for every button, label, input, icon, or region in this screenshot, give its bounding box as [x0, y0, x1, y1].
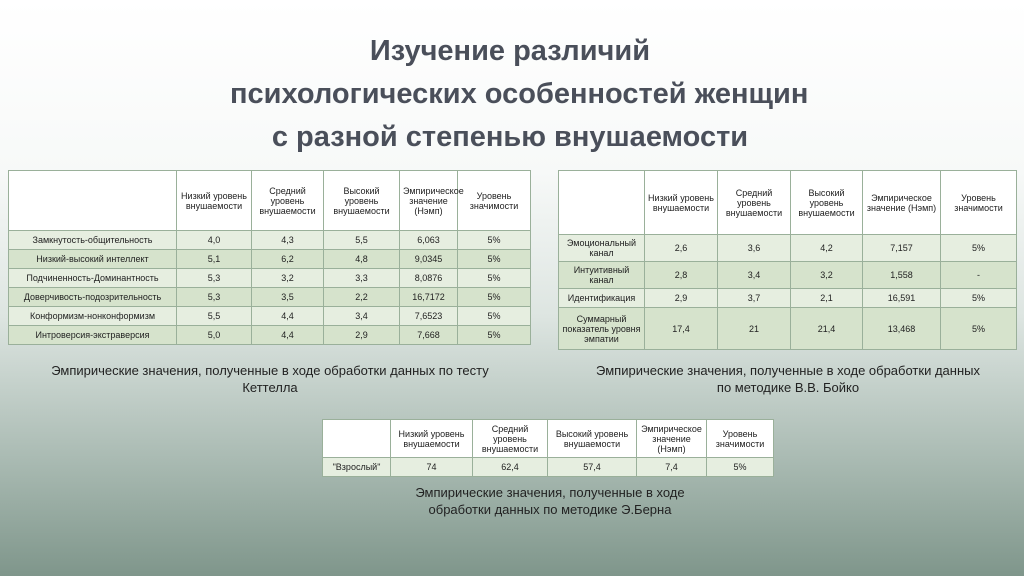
- table-boyko: [558, 170, 1017, 350]
- row-label: Суммарный показатель уровня эмпатии: [559, 308, 645, 350]
- table-row: [9, 326, 531, 345]
- table-row: [9, 231, 531, 250]
- cell: 5%: [458, 307, 531, 326]
- cell: 6,2: [252, 250, 324, 269]
- row-label: Конформизм-нонконформизм: [9, 307, 177, 326]
- caption-cattell: Эмпирические значения, полученные в ходе обработки данных по тесту Кеттелла: [51, 363, 489, 395]
- cell: 5%: [458, 269, 531, 288]
- cell: 5%: [707, 458, 774, 477]
- cell: 4,4: [252, 307, 324, 326]
- title-line-2: психологических особенностей женщин: [230, 78, 809, 110]
- row-label: Замкнутость-общительность: [9, 231, 177, 250]
- cell: 7,668: [400, 326, 458, 345]
- row-label: Низкий-высокий интеллект: [9, 250, 177, 269]
- header-cell: Эмпирическое значение (Нэмп): [863, 171, 941, 235]
- header-cell: Средний уровень внушаемости: [718, 171, 791, 235]
- cell: 4,2: [791, 235, 863, 262]
- cell: 3,4: [718, 262, 791, 289]
- cell: 5,3: [177, 269, 252, 288]
- table-row: [323, 458, 774, 477]
- header-cell: Низкий уровень внушаемости: [391, 420, 473, 458]
- header-cell: Высокий уровень внушаемости: [324, 171, 400, 231]
- cell: 6,063: [400, 231, 458, 250]
- header-cell: Низкий уровень внушаемости: [177, 171, 252, 231]
- row-label: Идентификация: [559, 289, 645, 308]
- table-cattell: [8, 170, 531, 345]
- row-label: Подчиненность-Доминантность: [9, 269, 177, 288]
- cell: 2,8: [645, 262, 718, 289]
- cell: 5%: [458, 231, 531, 250]
- cell: 3,4: [324, 307, 400, 326]
- caption-boyko: Эмпирические значения, полученные в ходе обработки данных по методике В.В. Бойко: [596, 363, 980, 395]
- header-cell: [559, 171, 645, 235]
- cell: 21: [718, 308, 791, 350]
- row-label: Интуитивный канал: [559, 262, 645, 289]
- cell: 4,8: [324, 250, 400, 269]
- cell: 5,5: [177, 307, 252, 326]
- header-cell: Эмпирическое значение (Нэмп): [400, 171, 458, 231]
- cell: -: [941, 262, 1017, 289]
- cell: 7,6523: [400, 307, 458, 326]
- header-cell: Уровень значимости: [941, 171, 1017, 235]
- header-cell: Уровень значимости: [707, 420, 774, 458]
- table-row: [559, 289, 1017, 308]
- cell: 5,3: [177, 288, 252, 307]
- header-cell: Низкий уровень внушаемости: [645, 171, 718, 235]
- row-label: Доверчивость-подозрительность: [9, 288, 177, 307]
- table-bern: [322, 419, 774, 477]
- cell: 5,0: [177, 326, 252, 345]
- header-cell: Средний уровень внушаемости: [473, 420, 548, 458]
- header-cell: Высокий уровень внушаемости: [791, 171, 863, 235]
- cell: 4,4: [252, 326, 324, 345]
- cell: 4,0: [177, 231, 252, 250]
- header-cell: Высокий уровень внушаемости: [548, 420, 637, 458]
- table-row: [559, 262, 1017, 289]
- header-cell: Уровень значимости: [458, 171, 531, 231]
- cell: 2,2: [324, 288, 400, 307]
- table-row: [9, 250, 531, 269]
- cell: 17,4: [645, 308, 718, 350]
- row-label: "Взрослый": [323, 458, 391, 477]
- cell: 3,5: [252, 288, 324, 307]
- cell: 4,3: [252, 231, 324, 250]
- cell: 74: [391, 458, 473, 477]
- cell: 3,2: [252, 269, 324, 288]
- header-cell: Эмпирическое значение (Нэмп): [637, 420, 707, 458]
- cell: 57,4: [548, 458, 637, 477]
- table-row: [9, 307, 531, 326]
- cell: 2,1: [791, 289, 863, 308]
- cell: 5%: [941, 235, 1017, 262]
- cell: 16,591: [863, 289, 941, 308]
- caption-bern: Эмпирические значения, полученные в ходе обработки данных по методике Э.Берна: [415, 485, 685, 517]
- cell: 16,7172: [400, 288, 458, 307]
- cell: 5%: [458, 288, 531, 307]
- header-cell: [323, 420, 391, 458]
- cell: 13,468: [863, 308, 941, 350]
- cell: 9,0345: [400, 250, 458, 269]
- cell: 5,1: [177, 250, 252, 269]
- cell: 3,6: [718, 235, 791, 262]
- title-line-1: Изучение различий: [369, 35, 651, 67]
- cell: 21,4: [791, 308, 863, 350]
- cell: 5%: [941, 308, 1017, 350]
- cell: 2,9: [645, 289, 718, 308]
- cell: 62,4: [473, 458, 548, 477]
- cell: 2,6: [645, 235, 718, 262]
- cell: 5%: [941, 289, 1017, 308]
- title-line-3: с разной степенью внушаемости: [271, 121, 749, 153]
- cell: 3,2: [791, 262, 863, 289]
- cell: 5%: [458, 250, 531, 269]
- header-cell: [9, 171, 177, 231]
- cell: 3,7: [718, 289, 791, 308]
- table-row: [9, 288, 531, 307]
- slide-title: [230, 30, 809, 159]
- cell: 8,0876: [400, 269, 458, 288]
- header-cell: Средний уровень внушаемости: [252, 171, 324, 231]
- row-label: Интроверсия-экстраверсия: [9, 326, 177, 345]
- cell: 7,157: [863, 235, 941, 262]
- table-row: [559, 308, 1017, 350]
- cell: 1,558: [863, 262, 941, 289]
- table-row: [559, 235, 1017, 262]
- table-row: [9, 269, 531, 288]
- cell: 5%: [458, 326, 531, 345]
- cell: 7,4: [637, 458, 707, 477]
- cell: 3,3: [324, 269, 400, 288]
- row-label: Эмоциональный канал: [559, 235, 645, 262]
- cell: 5,5: [324, 231, 400, 250]
- cell: 2,9: [324, 326, 400, 345]
